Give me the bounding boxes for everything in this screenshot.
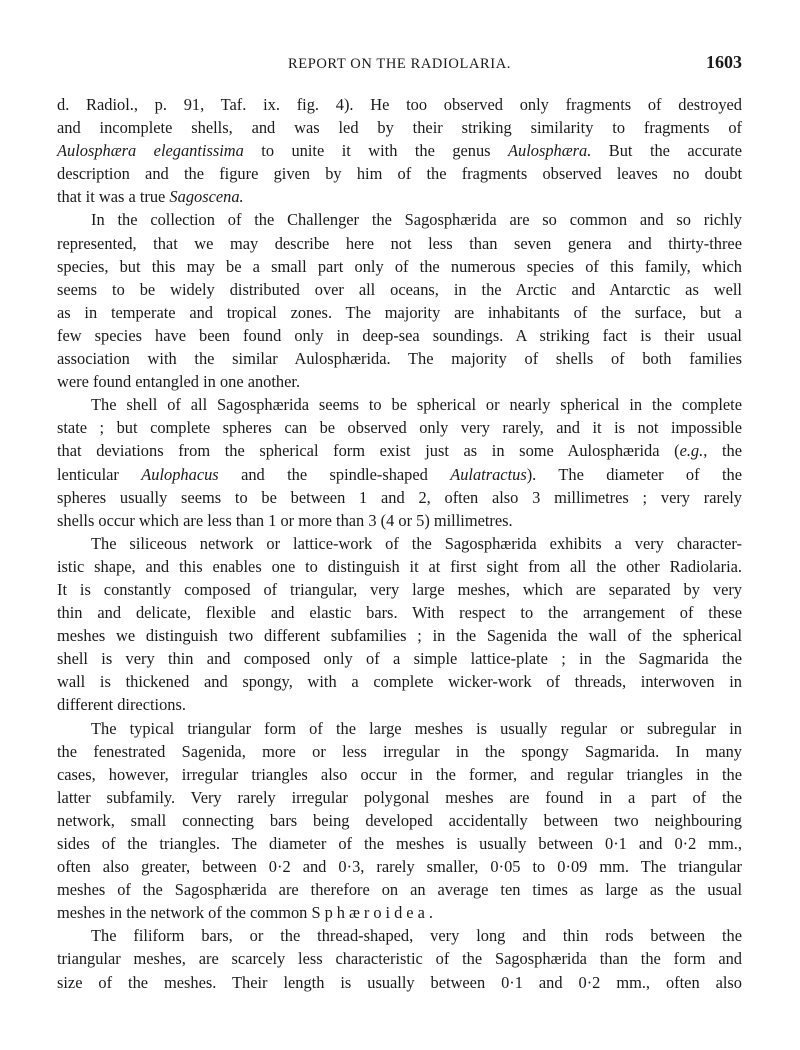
text-segment: triangular meshes, are scarcely less characteristic of the Sagosphærida than the form and	[57, 949, 742, 969]
body-text	[57, 93, 742, 994]
text-segment: meshes in the network of the common	[57, 903, 312, 923]
text-line	[57, 370, 742, 393]
text-segment: size of the meshes. Their length is usually between 0·1 and 0·2 mm., often also	[57, 972, 742, 992]
text-line	[57, 901, 742, 924]
text-line	[57, 693, 742, 716]
text-line	[57, 416, 742, 439]
text-segment: lenticular	[57, 464, 142, 484]
text-segment: represented, that we may describe here not less than seven genera and thirty-three	[57, 233, 742, 253]
text-line	[57, 532, 742, 555]
text-segment: latter subfamily. Very rarely irregular polygonal meshes are found in a part of the	[57, 787, 742, 807]
text-segment: sides of the triangles. The diameter of the meshes is usually between 0·1 and 0·2 mm.,	[57, 834, 742, 853]
text-segment: seems to be widely distributed over all oceans, in the Arctic and Antarctic as well	[57, 279, 742, 299]
text-line	[57, 624, 742, 647]
text-line	[57, 601, 742, 624]
paragraph	[57, 532, 742, 717]
text-line	[57, 717, 742, 740]
text-segment: and the spindle-shaped	[218, 464, 451, 484]
text-line	[57, 324, 742, 347]
text-line	[57, 463, 742, 486]
text-segment: The filiform bars, or the thread-shaped, very long and thin rods between the	[91, 926, 742, 946]
text-segment: few species have been found only in deep-sea soundings. A striking fact is their usual	[57, 325, 742, 345]
text-segment: ). The diameter of the	[526, 464, 742, 484]
text-line	[57, 740, 742, 763]
text-line	[57, 509, 742, 532]
text-line	[57, 924, 742, 947]
italic-text: Sagoscena.	[169, 187, 244, 207]
text-segment: species, but this may be a small part only of the numerous species of this family, which	[57, 256, 742, 276]
text-line	[57, 486, 742, 509]
text-segment: were found entangled in one another.	[57, 372, 301, 392]
page-header	[57, 52, 742, 78]
text-segment: d. Radiol., p. 91, Taf. ix. fig. 4). He too observed only fragments of destroyed	[57, 95, 742, 114]
text-line	[57, 393, 742, 416]
text-line	[57, 647, 742, 670]
text-segment: description and the figure given by him of the fragments observed leaves no doubt	[57, 164, 742, 184]
text-line	[57, 208, 742, 231]
paragraph	[57, 393, 742, 532]
paragraph	[57, 93, 742, 208]
text-line	[57, 809, 742, 832]
text-segment: cases, however, irregular triangles also occur in the former, and regular triangles in the	[57, 764, 742, 784]
italic-text: Aulatractus	[450, 464, 527, 484]
text-segment: state ; but complete spheres can be observed only very rarely, and it is not impossible	[57, 418, 742, 438]
text-line	[57, 555, 742, 578]
page-number: 1603	[706, 52, 742, 72]
text-segment: The typical triangular form of the large meshes is usually regular or subregular in	[91, 718, 742, 738]
text-line	[57, 185, 742, 208]
text-line	[57, 301, 742, 324]
text-line	[57, 255, 742, 278]
text-line	[57, 947, 742, 970]
text-line	[57, 855, 742, 878]
text-segment: , the	[703, 441, 742, 461]
italic-text: Aulosphæra.	[508, 141, 592, 161]
text-segment: wall is thickened and spongy, with a complete wicker-work of threads, interwoven in	[57, 672, 742, 692]
text-segment: network, small connecting bars being developed accidentally between two neighbouring	[57, 810, 742, 830]
text-line	[57, 232, 742, 255]
text-segment: thin and delicate, flexible and elastic bars. With respect to the arrangement of these	[57, 603, 742, 623]
text-line	[57, 347, 742, 370]
paragraph	[57, 924, 742, 993]
text-line	[57, 116, 742, 139]
text-segment: meshes of the Sagosphærida are therefore on an average ten times as large as the usual	[57, 880, 742, 900]
paragraph	[57, 208, 742, 393]
text-segment: often also greater, between 0·2 and 0·3, rarely smaller, 0·05 to 0·09 mm. The triangular	[57, 857, 742, 877]
text-segment: In the collection of the Challenger the Sagosphærida are so common and so richly	[91, 210, 742, 230]
text-segment: association with the similar Aulosphærida. The majority of shells of both families	[57, 349, 742, 369]
text-line	[57, 578, 742, 601]
text-line	[57, 439, 742, 462]
text-segment: istic shape, and this enables one to distinguish it at first sight from all the other Radiolaria.	[57, 556, 742, 576]
text-line	[57, 763, 742, 786]
running-title: REPORT ON THE RADIOLARIA.	[287, 56, 512, 72]
text-line	[57, 786, 742, 809]
text-segment: shells occur which are less than 1 or more than 3 (4 or 5) millimetres.	[57, 510, 513, 530]
text-line	[57, 832, 742, 855]
text-line	[57, 670, 742, 693]
text-segment: different directions.	[57, 695, 186, 715]
text-segment: to unite it with the genus	[243, 141, 509, 161]
text-segment: the fenestrated Sagenida, more or less irregular in the spongy Sagmarida. In many	[57, 741, 742, 761]
text-segment: The siliceous network or lattice-work of the Sagosphærida exhibits a very character-	[91, 533, 742, 553]
italic-text: Aulosphæra elegantissima	[57, 141, 244, 161]
text-segment: The shell of all Sagosphærida seems to be spherical or nearly spherical in the complete	[91, 395, 742, 415]
text-segment: that deviations from the spherical form exist just as in some Aulosphærida (	[57, 441, 680, 461]
text-segment: as in temperate and tropical zones. The majority are inhabitants of the surface, but a	[57, 302, 742, 322]
text-segment: shell is very thin and composed only of a simple lattice-plate ; in the Sagmarida the	[57, 649, 742, 669]
text-line	[57, 162, 742, 185]
text-line	[57, 278, 742, 301]
text-segment: and incomplete shells, and was led by their striking similarity to fragments of	[57, 118, 742, 138]
text-segment: Sphæroidea.	[311, 903, 437, 923]
text-segment: spheres usually seems to be between 1 and 2, often also 3 millimetres ; very rarely	[57, 487, 742, 507]
text-line	[57, 971, 742, 994]
text-segment: It is constantly composed of triangular, very large meshes, which are separated by very	[57, 579, 742, 599]
text-segment: meshes we distinguish two different subfamilies ; in the Sagenida the wall of the spherical	[57, 626, 742, 646]
italic-text: Aulophacus	[141, 464, 219, 484]
text-line	[57, 139, 742, 162]
text-segment: that it was a true	[57, 187, 170, 207]
text-segment: But the accurate	[591, 141, 742, 161]
text-line	[57, 878, 742, 901]
text-line	[57, 93, 742, 116]
italic-text: e.g.	[679, 441, 704, 461]
paragraph	[57, 717, 742, 925]
